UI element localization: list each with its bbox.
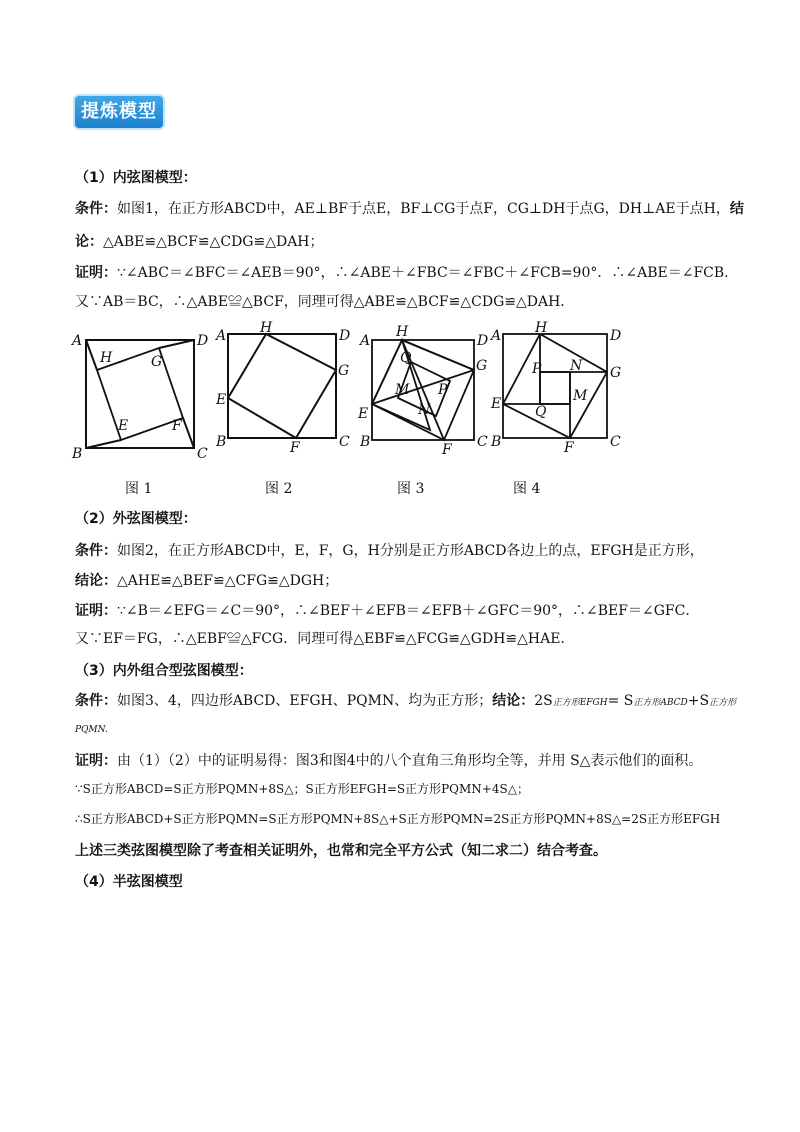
s1-title: （1）内弦图模型： <box>75 170 197 186</box>
label-n: N <box>418 402 431 418</box>
label-f: F <box>290 440 300 456</box>
label-m: M <box>395 382 410 398</box>
figure-2 <box>228 334 336 438</box>
label-e: E <box>118 418 129 434</box>
s3-cond-text: 如图3、4，四边形ABCD、EFGH、PQMN、均为正方形； <box>117 693 493 709</box>
s3-proof-label: 证明： <box>75 753 117 769</box>
label-d: D <box>339 328 351 344</box>
label-h: H <box>260 320 273 336</box>
label-e: E <box>358 406 369 422</box>
summary: 上述三类弦图模型除了考查相关证明外，也常和完全平方公式（知二求二）结合考查。 <box>75 843 607 859</box>
s2-proof-1 <box>75 600 699 620</box>
label-b: B <box>360 434 371 450</box>
label-q: Q <box>535 404 547 420</box>
caption-fig3: 图 3 <box>397 481 425 497</box>
label-e: E <box>216 392 227 408</box>
s3-cond-label: 条件： <box>75 693 117 709</box>
section-badge: 提炼模型 <box>75 96 163 128</box>
s3-concl-text3: +S <box>687 693 710 709</box>
label-c: C <box>339 434 350 450</box>
label-a: A <box>491 328 502 344</box>
label-f: F <box>442 442 452 458</box>
s1-cond-text: 如图1，在正方形ABCD中，AE⊥BF于点E，BF⊥CG于点F，CG⊥DH于点G，DH⊥AE于点H， <box>117 201 730 217</box>
caption-fig1: 图 1 <box>125 481 153 497</box>
label-c: C <box>197 446 208 460</box>
label-d: D <box>477 333 489 349</box>
s3-eq1: ∵S正方形ABCD=S正方形PQMN+8S△；S正方形EFGH=S正方形PQMN+4S△； <box>75 782 529 796</box>
label-d: D <box>197 333 209 349</box>
label-g: G <box>338 363 350 379</box>
s2-title: （2）外弦图模型： <box>75 511 197 527</box>
s2-proof-text1: ∵∠B＝∠EFG＝∠C＝90°，∴∠BEF＋∠EFB＝∠EFB＋∠GFC＝90°，∴∠BEF＝∠GFC． <box>117 603 700 619</box>
caption-fig2: 图 2 <box>265 481 293 497</box>
s3-concl-cont <box>75 720 108 736</box>
figure-3 <box>372 340 474 440</box>
label-b: B <box>72 446 83 460</box>
s3-concl-sub3: 正方形 <box>709 698 737 708</box>
s1-cond-label: 条件： <box>75 201 117 217</box>
label-g: G <box>610 365 622 381</box>
label-h: H <box>100 350 113 366</box>
s1-condition <box>75 198 744 218</box>
label-h: H <box>396 324 409 340</box>
label-b: B <box>491 434 502 450</box>
s3-proof <box>75 750 702 770</box>
s3-eq2: ∴S正方形ABCD+S正方形PQMN=S正方形PQMN+8S△+S正方形PQMN=2S正方形PQMN+8S△=2S正方形EFGH <box>75 812 721 826</box>
s3-proof-text: 由（1）（2）中的证明易得：图3和图4中的八个直角三角形均全等，并用 S△表示他们的面积。 <box>117 753 703 769</box>
label-a: A <box>216 328 227 344</box>
s2-cond-label: 条件： <box>75 543 117 559</box>
figure-4 <box>503 334 607 438</box>
s3-concl-sub4: PQMN. <box>75 725 108 735</box>
s2-concl-label: 结论： <box>75 573 117 589</box>
label-p: P <box>532 361 542 377</box>
s3-concl-text1: 2S <box>534 693 553 709</box>
label-d: D <box>610 328 622 344</box>
label-c: C <box>610 434 621 450</box>
s1-concl-text: △ABE≌△BCF≌△CDG≌△DAH； <box>103 234 324 250</box>
label-g: G <box>151 354 163 370</box>
s1-concl-label1: 结 <box>729 201 744 217</box>
figures <box>70 320 630 460</box>
s3-concl-label: 结论： <box>492 693 535 709</box>
label-a: A <box>72 333 83 349</box>
s1-proof-label: 证明： <box>75 265 117 281</box>
label-n: N <box>570 358 583 374</box>
s3-title: （3）内外组合型弦图模型： <box>75 663 253 679</box>
s3-concl-sub1: 正方形EFGH <box>552 698 608 708</box>
s3-concl-sub2: 正方形ABCD <box>633 698 688 708</box>
s3-concl-text2: = S <box>607 693 634 709</box>
label-f: F <box>564 440 574 456</box>
label-p: P <box>438 382 448 398</box>
label-h: H <box>535 320 548 336</box>
s2-proof-label: 证明： <box>75 603 117 619</box>
label-q: Q <box>400 350 412 366</box>
label-c: C <box>477 434 488 450</box>
label-e: E <box>491 396 502 412</box>
figure-4-labels <box>489 320 621 456</box>
s1-concl-label2: 论： <box>75 234 103 250</box>
s2-condition <box>75 540 704 560</box>
s2-concl-text: △AHE≌△BEF≌△CFG≌△DGH； <box>117 573 339 589</box>
caption-fig4: 图 4 <box>513 481 541 497</box>
label-a: A <box>360 333 371 349</box>
s1-proof-2: 又∵AB＝BC，∴△ABE≌△BCF，同理可得△ABE≌△BCF≌△CDG≌△DAH． <box>75 294 575 310</box>
s2-proof-2: 又∵EF＝FG，∴△EBF≌△FCG．同理可得△EBF≌△FCG≌△GDH≌△HAE． <box>75 631 575 647</box>
label-f: F <box>172 418 182 434</box>
s2-conclusion <box>75 570 338 590</box>
label-b: B <box>216 434 227 450</box>
s1-proof-1 <box>75 262 738 282</box>
s1-conclusion <box>75 231 324 251</box>
label-m: M <box>573 388 588 404</box>
s2-cond-text: 如图2，在正方形ABCD中，E，F，G，H分别是正方形ABCD各边上的点，EFGH是正方形， <box>117 543 704 559</box>
s4-title: （4）半弦图模型 <box>75 874 183 890</box>
s1-proof-text1: ∵∠ABC＝∠BFC＝∠AEB＝90°，∴∠ABE＋∠FBC＝∠FBC＋∠FCB=90°．∴∠ABE＝∠FCB． <box>117 265 739 281</box>
label-g: G <box>476 358 488 374</box>
s3-condition <box>75 690 736 710</box>
